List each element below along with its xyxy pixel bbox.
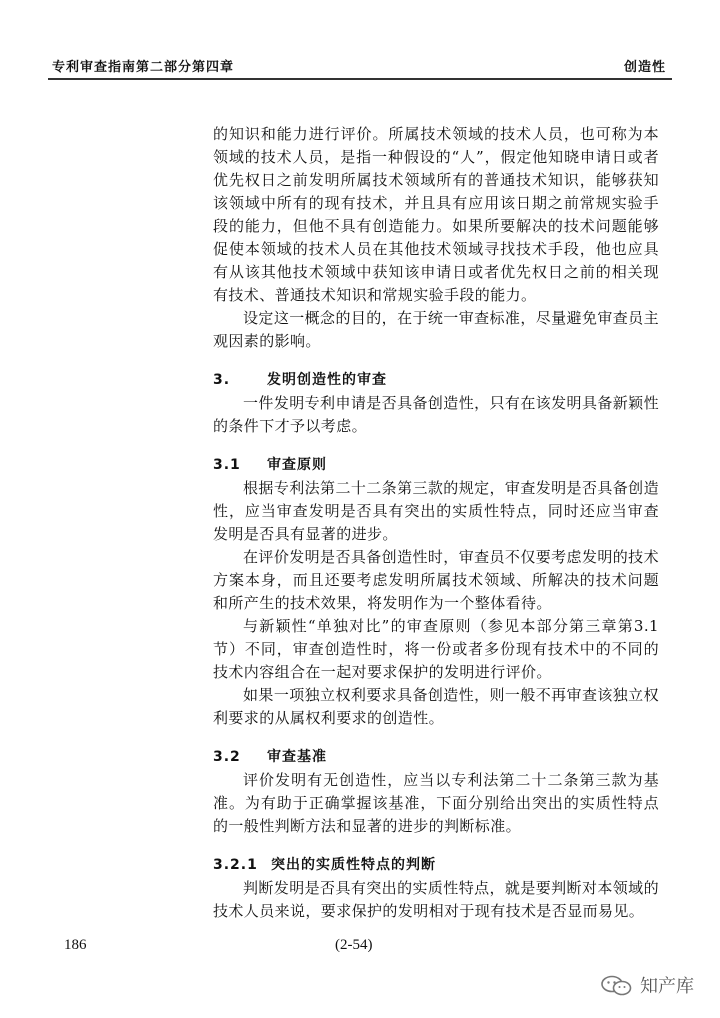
section-number: 3.1 <box>213 457 241 473</box>
paragraph: 与新颖性“单独对比”的审查原则（参见本部分第三章第3.1节）不同，审查创造性时，将一份或者多份现有技术中的不同的技术内容组合在一起对要求保护的发明进行评价。 <box>213 617 659 681</box>
page-code: (2-54) <box>335 937 373 953</box>
paragraph-continued: 的知识和能力进行评价。所属技术领域的技术人员，也可称为本领域的技术人员，是指一种假设的“人”，假定他知晓申请日或者优先权日之前发明所属技术领域所有的普通技术知识，能够获知该领域中所有的现有技术，并且具有应用该日期之前常规实验手段的能力，但他不具有创造能力。如果所要解决的技术问题能够促使本领域的技术人员在其他技术领域寻找技术手段，他也应具有从该其他技术领域中获知该申请日或者优先权日之前的相关现有技术、普通技术知识和常规实验手段的能力。 <box>213 125 659 304</box>
page-number: 186 <box>64 937 87 953</box>
watermark-text: 知产库 <box>640 976 694 997</box>
paragraph: 一件发明专利申请是否具备创造性，只有在该发明具备新颖性的条件下才予以考虑。 <box>213 394 659 435</box>
paragraph: 根据专利法第二十二条第三款的规定，审查发明是否具备创造性，应当审查发明是否具有突出的实质性特点，同时还应当审查发明是否具有显著的进步。 <box>213 479 659 543</box>
paragraph: 如果一项独立权利要求具备创造性，则一般不再审查该独立权利要求的从属权利要求的创造性。 <box>213 686 659 727</box>
section-heading-3-1 <box>213 454 659 477</box>
running-header <box>48 48 672 80</box>
paragraph: 评价发明有无创造性，应当以专利法第二十二条第三款为基准。为有助于正确掌握该基准，下面分别给出突出的实质性特点的一般性判断方法和显著的进步的判断标准。 <box>213 771 659 835</box>
header-section-title: 创造性 <box>623 60 666 75</box>
document-body <box>213 123 659 923</box>
paragraph: 在评价发明是否具备创造性时，审查员不仅要考虑发明的技术方案本身，而且还要考虑发明所属技术领域、所解决的技术问题和所产生的技术效果，将发明作为一个整体看待。 <box>213 548 659 612</box>
paragraph: 设定这一概念的目的，在于统一审查标准，尽量避免审查员主观因素的影响。 <box>213 309 659 350</box>
wechat-icon <box>600 975 634 1002</box>
section-number: 3.2 <box>213 749 241 765</box>
section-title: 审查原则 <box>267 457 327 473</box>
section-heading-3-2 <box>213 746 659 769</box>
section-number: 3.2.1 <box>213 857 258 873</box>
section-heading-3 <box>213 369 659 392</box>
paragraph: 判断发明是否具有突出的实质性特点，就是要判断对本领域的技术人员来说，要求保护的发明相对于现有技术是否显而易见。 <box>213 879 659 920</box>
section-title: 发明创造性的审查 <box>267 372 387 388</box>
section-number: 3. <box>213 372 231 388</box>
section-title: 突出的实质性特点的判断 <box>271 857 436 873</box>
section-title: 审查基准 <box>267 749 327 765</box>
section-heading-3-2-1 <box>213 854 659 877</box>
header-chapter-title: 专利审查指南第二部分第四章 <box>52 60 235 75</box>
watermark <box>600 972 712 998</box>
